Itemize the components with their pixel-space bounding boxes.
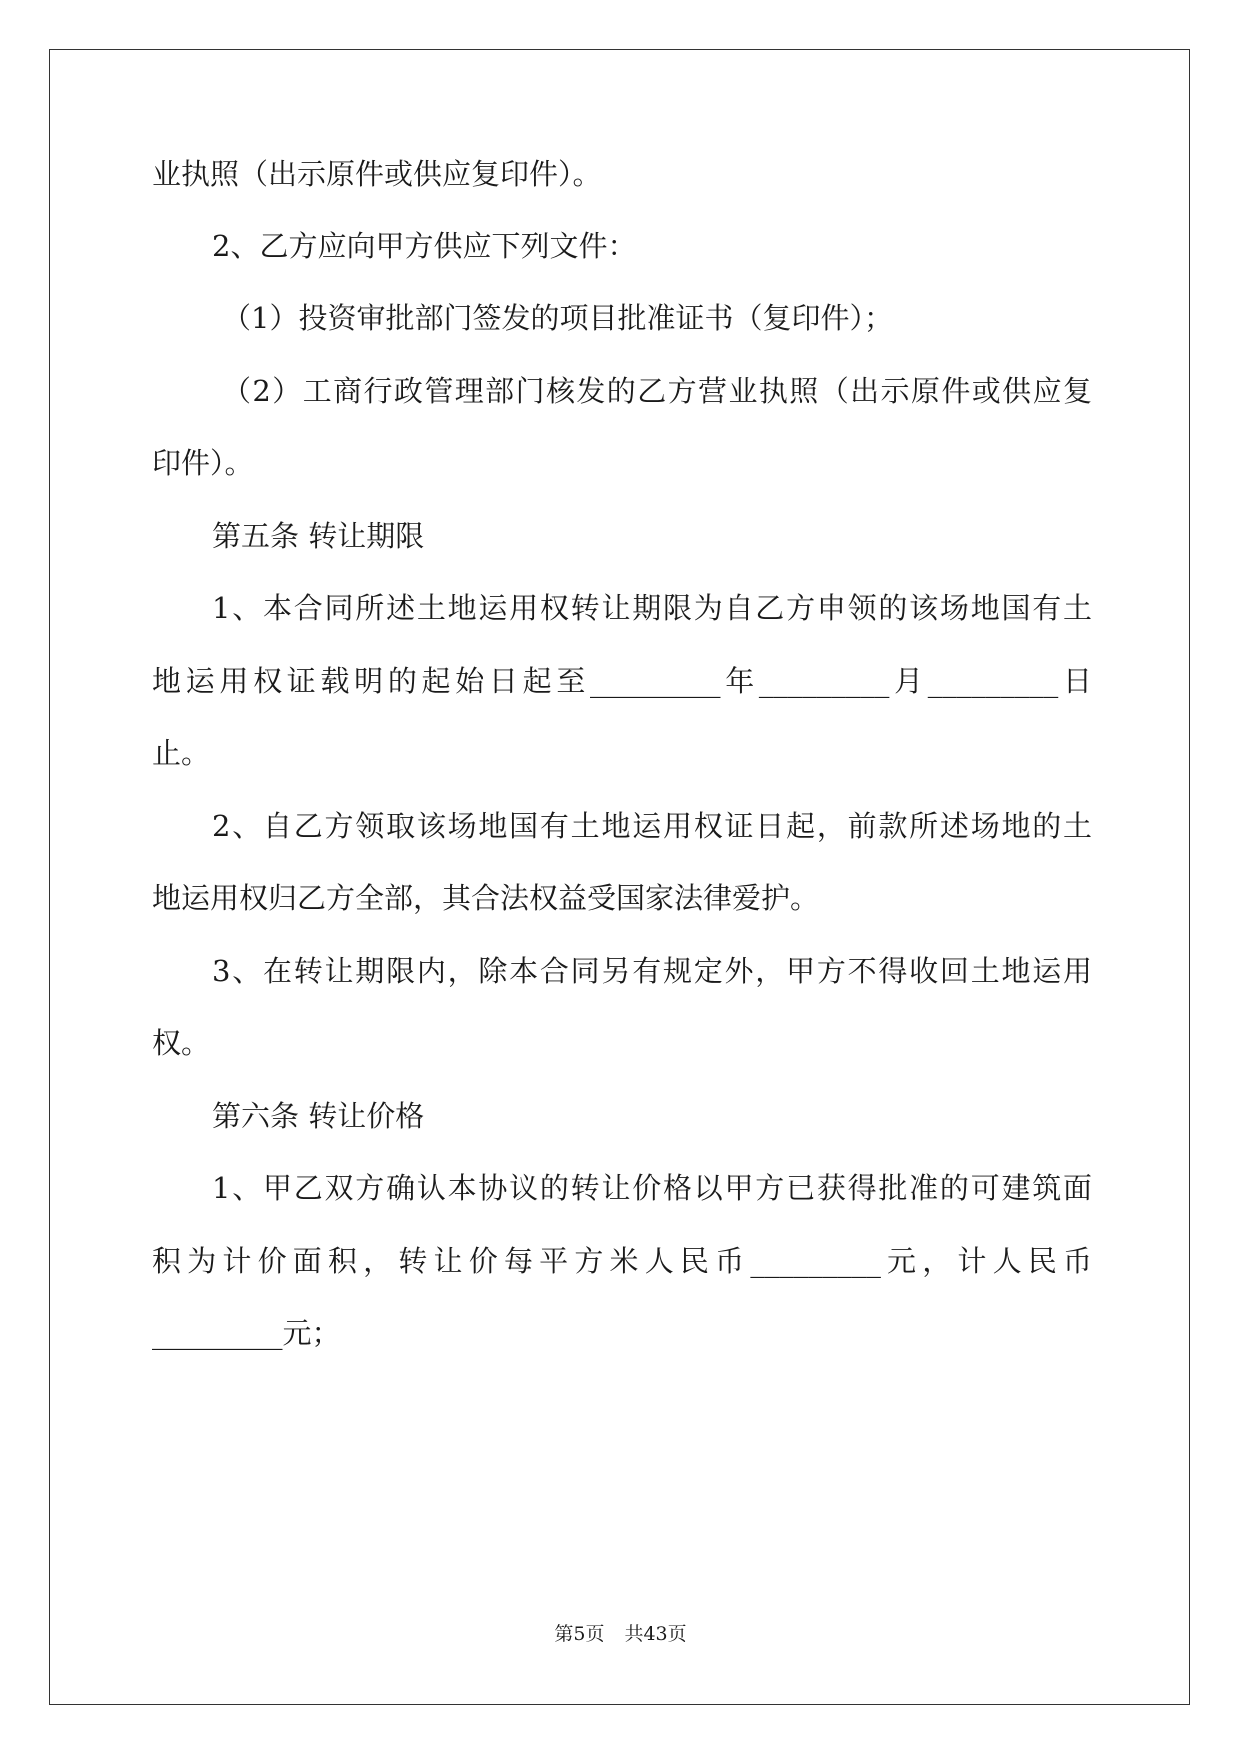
- page-total: 共43页: [624, 1623, 687, 1645]
- paragraph-line: _________元；: [152, 1316, 341, 1350]
- paragraph-line: 印件）。: [152, 446, 254, 480]
- paragraph-line: 地运用权归乙方全部，其合法权益受国家法律爱护。: [152, 881, 820, 915]
- paragraph-line: 业执照（出示原件或供应复印件）。: [152, 157, 602, 191]
- paragraph-line: 3、在转让期限内，除本合同另有规定外，甲方不得收回土地运用: [212, 954, 1092, 988]
- paragraph-line: 2、自乙方领取该场地国有土地运用权证日起，前款所述场地的土: [212, 809, 1092, 843]
- paragraph-line: 积为计价面积，转让价每平方米人民币_________元，计人民币: [152, 1244, 1092, 1278]
- section-heading: 第五条 转让期限: [212, 519, 425, 553]
- paragraph-line: （2）工商行政管理部门核发的乙方营业执照（出示原件或供应复: [222, 374, 1092, 408]
- paragraph-line: 止。: [152, 736, 211, 770]
- page-number: 第5页: [554, 1623, 605, 1645]
- paragraph-line: 1、本合同所述土地运用权转让期限为自乙方申领的该场地国有土: [212, 591, 1092, 625]
- paragraph-line: 1、甲乙双方确认本协议的转让价格以甲方已获得批准的可建筑面: [212, 1171, 1092, 1205]
- paragraph-line: 地运用权证载明的起始日起至_________年_________月_________日: [152, 664, 1092, 698]
- paragraph-line: 2、乙方应向甲方供应下列文件：: [212, 229, 637, 263]
- paragraph-line: （1）投资审批部门签发的项目批准证书（复印件）；: [222, 301, 893, 335]
- page-footer: [0, 1622, 1241, 1646]
- section-heading: 第六条 转让价格: [212, 1099, 425, 1133]
- paragraph-line: 权。: [152, 1026, 211, 1060]
